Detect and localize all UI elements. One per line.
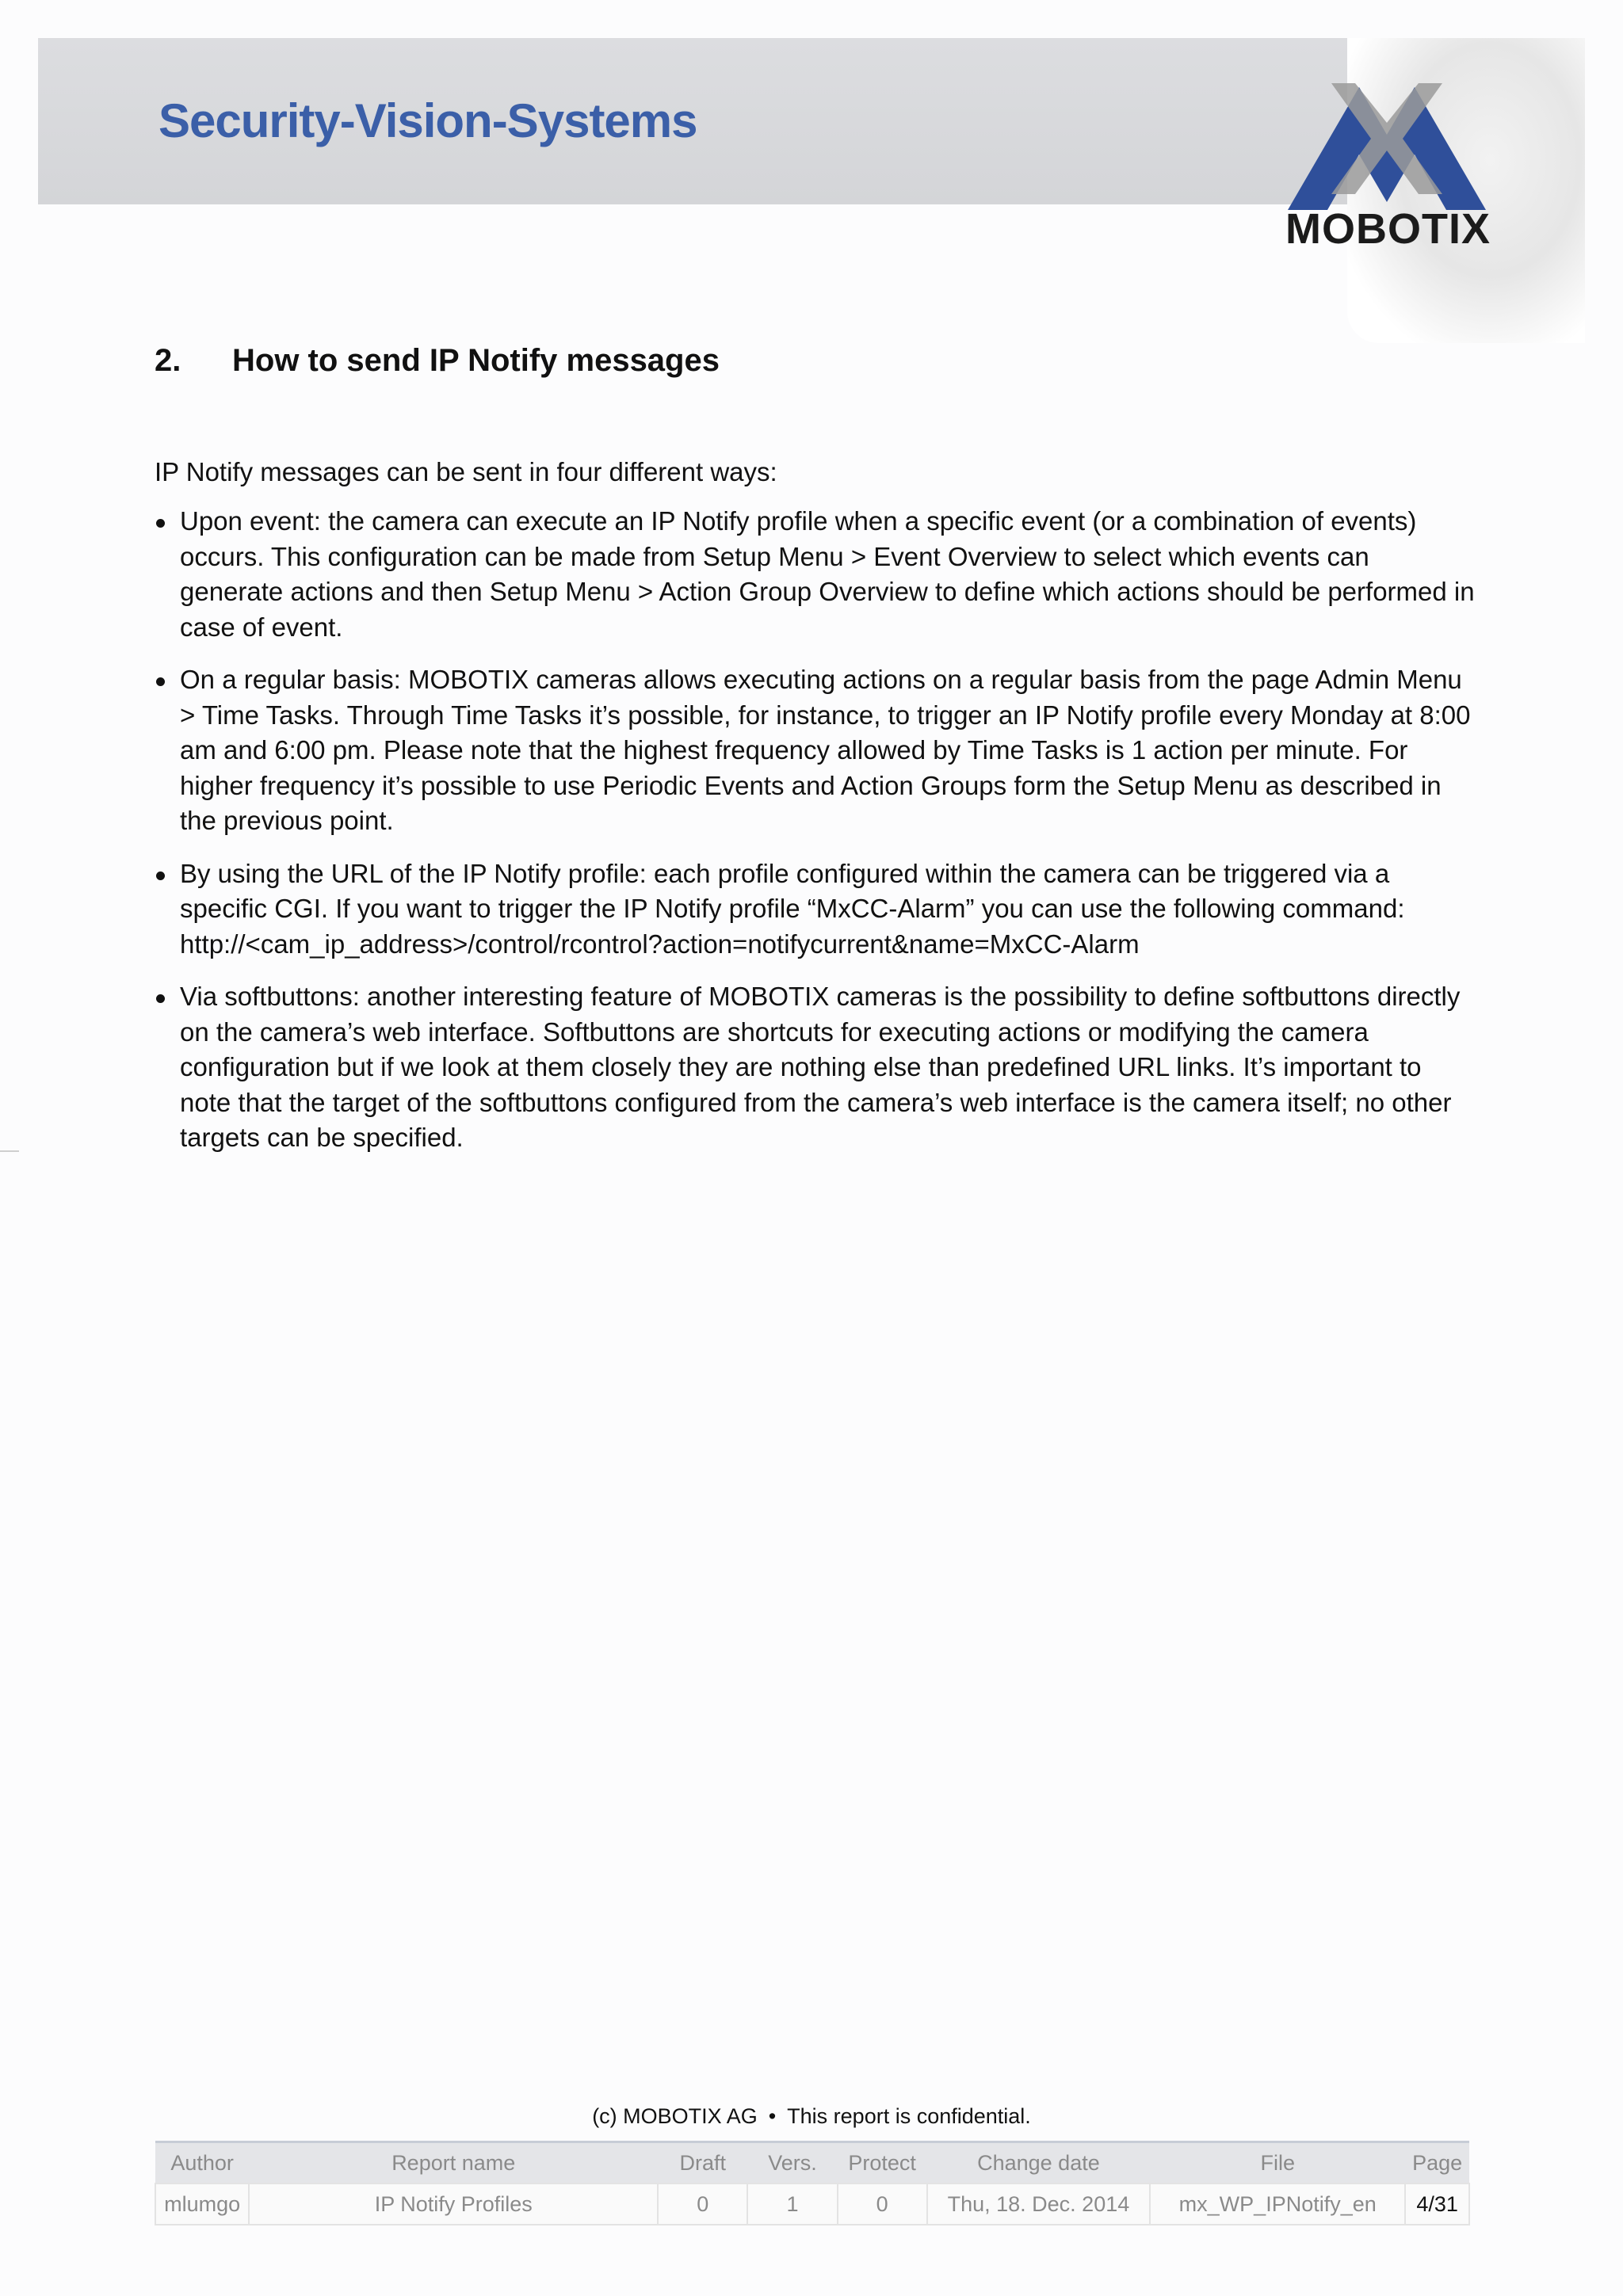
col-author: Author bbox=[155, 2142, 249, 2184]
list-item bbox=[155, 979, 1478, 1156]
confidential-notice: This report is confidential. bbox=[787, 2104, 1031, 2128]
footer-header-row bbox=[155, 2142, 1469, 2184]
bullet-icon bbox=[156, 871, 165, 880]
col-vers: Vers. bbox=[747, 2142, 837, 2184]
cell-page: 4/31 bbox=[1405, 2183, 1469, 2225]
col-page: Page bbox=[1405, 2142, 1469, 2184]
brand-title: Security-Vision-Systems bbox=[158, 94, 697, 147]
cell-vers: 1 bbox=[747, 2183, 837, 2225]
col-protect: Protect bbox=[838, 2142, 927, 2184]
footer-confidential bbox=[0, 2104, 1623, 2129]
list-item-text: Upon event: the camera can execute an IP Notify profile when a specific event (or a combination of events) occurs. This configuration can be made from Setup Menu > Event Overview to select which events can generate actions and then Setup Menu > Action Group Overview to define which actions should be performed in case of event. bbox=[180, 506, 1475, 642]
bullet-list bbox=[155, 504, 1478, 1173]
list-item bbox=[155, 504, 1478, 645]
bullet-icon bbox=[156, 994, 165, 1003]
list-item-text: On a regular basis: MOBOTIX cameras allows executing actions on a regular basis from the page Admin Menu > Time Tasks. Through Time Tasks it’s possible, for instance, to trigger an IP Notify profile every Monday at 8:00 am and 6:00 pm. Please note that the highest frequency allowed by Time Tasks is 1 action per minute. For higher frequency it’s possible to use Periodic Events and Action Groups form the Setup Menu as described in the previous point. bbox=[180, 665, 1471, 835]
list-item bbox=[155, 856, 1478, 963]
cell-change-date: Thu, 18. Dec. 2014 bbox=[927, 2183, 1150, 2225]
bullet-icon bbox=[156, 519, 165, 528]
cell-draft: 0 bbox=[658, 2183, 747, 2225]
col-change-date: Change date bbox=[927, 2142, 1150, 2184]
cell-file: mx_WP_IPNotify_en bbox=[1150, 2183, 1405, 2225]
intro-paragraph: IP Notify messages can be sent in four different ways: bbox=[155, 457, 777, 486]
footer-table bbox=[155, 2141, 1470, 2225]
cell-author: mlumgo bbox=[155, 2183, 249, 2225]
col-report-name: Report name bbox=[249, 2142, 658, 2184]
cell-protect: 0 bbox=[838, 2183, 927, 2225]
list-item-text: By using the URL of the IP Notify profile: each profile configured within the camera can be triggered via a specific CGI. If you want to trigger the IP Notify profile “MxCC-Alarm” you can use the following command: http://<cam_ip_address>/control/rcontrol?action=notifycurrent&name=MxCC-Alarm bbox=[180, 858, 1405, 959]
table-row bbox=[155, 2183, 1469, 2225]
margin-mark bbox=[0, 1150, 19, 1152]
separator-bullet: • bbox=[768, 2104, 777, 2128]
list-item-text: Via softbuttons: another interesting feature of MOBOTIX cameras is the possibility to define softbuttons directly on the camera’s web interface. Softbuttons are shortcuts for executing actions or modifying the camera configuration but if we look at them closely they are nothing else than predefined URL links. It’s important to note that the target of the softbuttons configured from the camera’s web interface is the camera itself; no other targets can be specified. bbox=[180, 982, 1461, 1152]
copyright-text: (c) MOBOTIX AG bbox=[592, 2104, 758, 2128]
logo-wordmark: MOBOTIX bbox=[1285, 205, 1491, 253]
bullet-icon bbox=[156, 677, 165, 686]
section-number: 2. bbox=[155, 343, 181, 378]
cell-report-name: IP Notify Profiles bbox=[249, 2183, 658, 2225]
col-draft: Draft bbox=[658, 2142, 747, 2184]
list-item bbox=[155, 662, 1478, 839]
section-title: How to send IP Notify messages bbox=[232, 343, 720, 378]
col-file: File bbox=[1150, 2142, 1405, 2184]
